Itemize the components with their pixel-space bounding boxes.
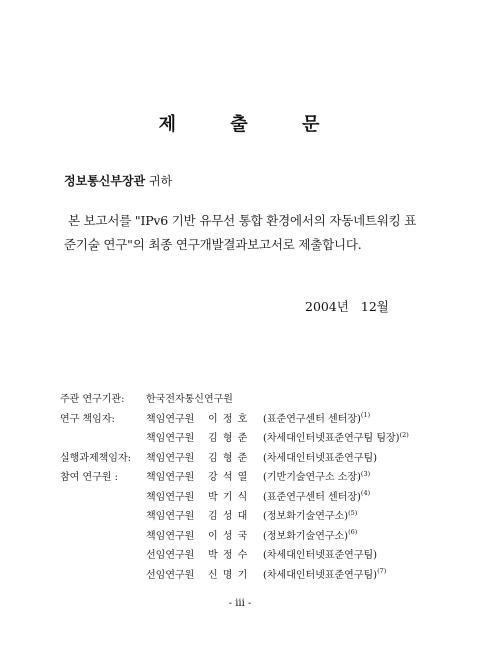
submission-statement: 본 보고서를 "IPv6 기반 유무선 통합 환경에서의 자동네트워킹 표준기술 연구"의 최종 연구개발결과보고서로 제출합니다. (64, 213, 417, 252)
researcher-name: 박 정 수 (208, 550, 249, 562)
organization: 한국전자통신연구원 (146, 394, 233, 406)
researcher-affiliation: (표준연구센터 센터장) (263, 491, 361, 503)
researcher-name: 이 정 호 (208, 413, 249, 425)
researcher-position: 책임연구원 (146, 511, 195, 523)
list-item (60, 486, 409, 506)
list-item (60, 564, 409, 584)
footnote-ref: (5) (348, 508, 358, 517)
researcher-name: 이 성 국 (208, 530, 249, 542)
date-month: 12월 (360, 299, 389, 314)
role-label: 연구 책임자: (60, 413, 115, 425)
researcher-affiliation: (정보화기술연구소) (263, 511, 349, 523)
role-label: 참여 연구원 : (60, 472, 119, 484)
list-item (60, 447, 409, 467)
title-char: 제 (158, 114, 179, 135)
footnote-ref: (3) (360, 469, 371, 478)
footnote-ref: (4) (360, 489, 371, 498)
list-item (60, 505, 409, 525)
page-title (0, 110, 480, 136)
researcher-position: 선임연구원 (146, 550, 195, 562)
researcher-name: 박 기 식 (208, 491, 249, 503)
addressee-name: 정보통신부장관 (64, 174, 146, 188)
researcher-position: 책임연구원 (146, 472, 195, 484)
researcher-affiliation: (차세대인터넷표준연구팀 팀장) (263, 433, 400, 445)
list-item (60, 525, 409, 545)
list-item (60, 408, 409, 428)
list-item (60, 427, 409, 447)
role-label: 실행과제책임자: (60, 452, 131, 464)
researcher-name: 신 명 기 (208, 569, 249, 581)
date-year: 2004년 (305, 299, 349, 314)
addressee-suffix: 귀하 (145, 174, 173, 188)
researcher-list (60, 388, 409, 583)
researcher-name: 김 성 대 (208, 511, 249, 523)
researcher-position: 책임연구원 (146, 530, 195, 542)
title-char: 문 (301, 114, 322, 135)
footnote-ref: (6) (348, 528, 358, 537)
researcher-position: 책임연구원 (146, 491, 195, 503)
list-item (60, 388, 409, 408)
researcher-name: 김 형 준 (208, 452, 249, 464)
page-number: - iii - (228, 598, 252, 609)
researcher-affiliation: (표준연구센터 센터장) (263, 413, 361, 425)
footnote-ref: (7) (377, 567, 387, 576)
researcher-name: 김 형 준 (208, 433, 249, 445)
researcher-position: 책임연구원 (146, 452, 195, 464)
list-item (60, 544, 409, 564)
researcher-affiliation: (차세대인터넷표준연구팀) (263, 569, 378, 581)
researcher-position: 책임연구원 (146, 433, 195, 445)
footnote-ref: (1) (360, 411, 371, 420)
researcher-affiliation: (차세대인터넷표준연구팀) (263, 452, 378, 464)
title-char: 출 (230, 114, 250, 135)
researcher-position: 선임연구원 (146, 569, 195, 581)
researcher-affiliation: (정보화기술연구소) (263, 530, 349, 542)
researcher-position: 책임연구원 (146, 413, 195, 425)
addressee (64, 172, 172, 189)
list-item (60, 466, 409, 486)
researcher-name: 강 석 열 (208, 472, 249, 484)
submission-date (305, 297, 401, 315)
researcher-affiliation: (기반기술연구소 소장) (263, 472, 361, 484)
footnote-ref: (2) (399, 430, 409, 439)
researcher-affiliation: (차세대인터넷표준연구팀) (263, 550, 378, 562)
role-label: 주관 연구기관: (60, 394, 125, 406)
